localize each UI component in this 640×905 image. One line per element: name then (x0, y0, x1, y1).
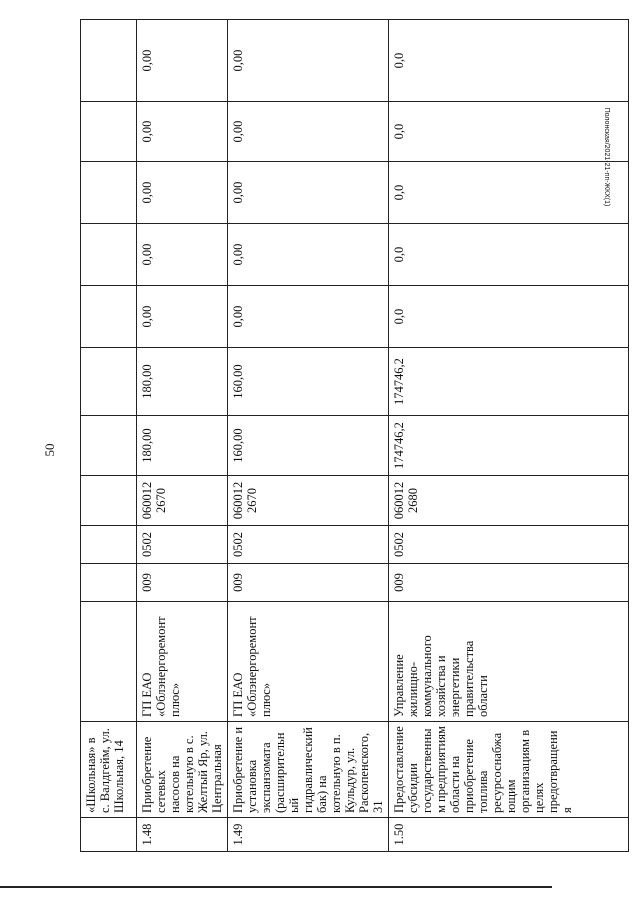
row-grbs: 009 (228, 564, 389, 602)
row-value-4: 0,00 (137, 224, 228, 286)
row-value-1: 174746,2 (389, 416, 629, 476)
row-grbs (81, 564, 137, 602)
row-value-3 (81, 286, 137, 348)
row-id (81, 818, 137, 852)
table-row (389, 20, 629, 852)
row-executor (81, 602, 137, 722)
row-csr: 060012 2680 (389, 476, 629, 526)
row-value-5: 0,0 (389, 162, 629, 224)
row-value-5: 0,00 (137, 162, 228, 224)
row-value-1 (81, 416, 137, 476)
row-value-7: 0,0 (389, 20, 629, 102)
row-rz (81, 526, 137, 564)
row-executor: ГП ЕАО «Облэнергоремонт плюс» (228, 602, 389, 722)
row-value-6: 0,00 (137, 102, 228, 162)
bottom-rule (0, 886, 552, 888)
budget-table (80, 19, 629, 852)
row-executor: ГП ЕАО «Облэнергоремонт плюс» (137, 602, 228, 722)
row-csr: 060012 2670 (137, 476, 228, 526)
row-executor: Управление жилищно-коммунального хозяйства и энергетики правительства области (389, 602, 629, 722)
row-rz: 0502 (228, 526, 389, 564)
row-value-4: 0,0 (389, 224, 629, 286)
row-value-2 (81, 348, 137, 416)
row-grbs: 009 (137, 564, 228, 602)
row-value-6 (81, 102, 137, 162)
table-row (81, 20, 137, 852)
row-value-1: 160,00 (228, 416, 389, 476)
page-number: 50 (42, 443, 57, 457)
row-value-6: 0,0 (389, 102, 629, 162)
row-id: 1.49 (228, 818, 389, 852)
row-name: Предоставление субсидии государственным предприятиям области на приобретение топлива ресурсоснабжающим организациям в целях предотвращения (389, 722, 629, 818)
row-value-2: 180,00 (137, 348, 228, 416)
row-value-5: 0,00 (228, 162, 389, 224)
row-value-1: 180,00 (137, 416, 228, 476)
row-value-7: 0,00 (137, 20, 228, 102)
row-csr: 060012 2670 (228, 476, 389, 526)
row-value-3: 0,0 (389, 286, 629, 348)
row-rz: 0502 (137, 526, 228, 564)
row-value-7: 0,00 (228, 20, 389, 102)
row-name: «Школьная» в с. Валдгейм, ул. Школьная, 14 (81, 722, 137, 818)
row-value-4 (81, 224, 137, 286)
row-value-4: 0,00 (228, 224, 389, 286)
row-name: Приобретение сетевых насосов на котельную в с. Желтый Яр, ул. Центральная (137, 722, 228, 818)
row-value-6: 0,00 (228, 102, 389, 162)
row-value-2: 174746,2 (389, 348, 629, 416)
row-value-3: 0,00 (228, 286, 389, 348)
row-id: 1.50 (389, 818, 629, 852)
row-grbs: 009 (389, 564, 629, 602)
row-value-5 (81, 162, 137, 224)
row-value-2: 160,00 (228, 348, 389, 416)
row-id: 1.48 (137, 818, 228, 852)
row-csr (81, 476, 137, 526)
table-row (228, 20, 389, 852)
table-row (137, 20, 228, 852)
document-code: Полонская/2021-21-пп-ЖКХ(1) (603, 107, 610, 207)
row-value-3: 0,00 (137, 286, 228, 348)
row-rz: 0502 (389, 526, 629, 564)
table-container (80, 20, 574, 852)
row-value-7 (81, 20, 137, 102)
row-name: Приобретение и установка экспанзомата (расширительный гидравлический бак) на котельную в п. Кульдур, ул. Раскопенского, 31 (228, 722, 389, 818)
